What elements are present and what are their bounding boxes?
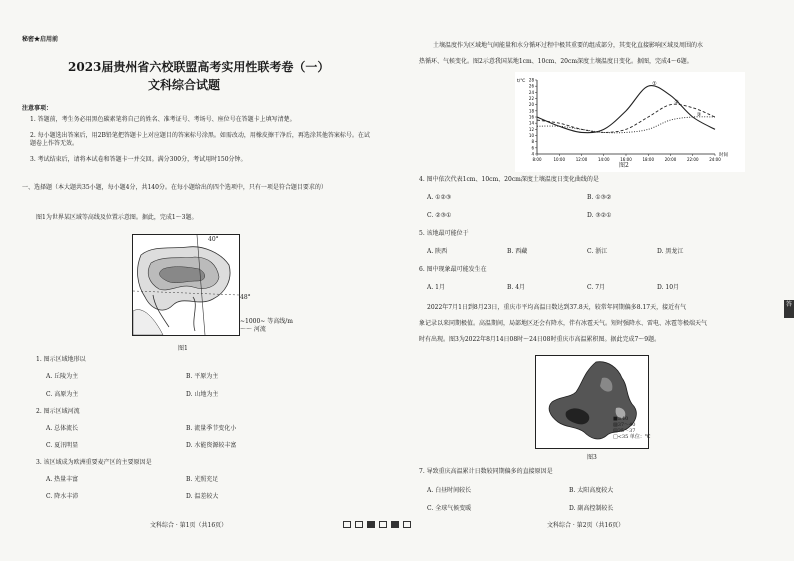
q3-option-b[interactable]: B. 光照充足	[186, 476, 219, 483]
side-tab[interactable]: 答	[784, 300, 794, 318]
page-right	[397, 0, 794, 561]
q1-stem: 1. 图示区域地形以	[36, 356, 86, 363]
x-tick-label: 8:00	[532, 157, 542, 162]
pager-square	[343, 521, 351, 528]
contour-map-graphic	[133, 235, 239, 335]
footer-left: 文科综合 · 第1页（共16页）	[150, 522, 228, 529]
q2-option-b[interactable]: B. 流量季节变化小	[186, 425, 237, 432]
q3-stem: 3. 该区域成为欧洲重要麦产区的主要原因是	[36, 459, 152, 466]
q3-option-a[interactable]: A. 热量丰富	[46, 476, 79, 483]
intro-line-1: 土壤温度作为区域地气间能量和水分循环过程中极其重要的组成部分，其变化直接影响区域及周围的水	[433, 42, 704, 49]
y-tick-label: 6	[531, 145, 534, 151]
y-axis-label: t/℃	[517, 79, 526, 84]
q5-stem: 5. 该地最可能位于	[419, 230, 469, 237]
q5-option-d[interactable]: D. 黑龙江	[657, 248, 684, 255]
q4-stem: 4. 图中依次代表1cm、10cm、20cm深度土壤温度日变化曲线的是	[419, 176, 599, 183]
fig3-legend-4: □<35 单位：℃	[613, 434, 651, 440]
exam-title: 2023届贵州省六校联盟高考实用性联考卷（一）	[68, 60, 330, 74]
q5-option-b[interactable]: B. 西藏	[507, 248, 528, 255]
x-tick-label: 10:00	[553, 157, 566, 162]
y-tick-label: 8	[531, 139, 534, 145]
x-axis-unit: 时间	[719, 153, 728, 158]
q2-option-a[interactable]: A. 总体流长	[46, 425, 79, 432]
y-tick-label: 14	[528, 120, 534, 126]
q6-option-d[interactable]: D. 10月	[657, 284, 680, 291]
x-tick-label: 14:00	[597, 157, 610, 162]
q4-option-c[interactable]: C. ②③①	[427, 212, 452, 219]
q7-stem: 7. 导致重庆高温累计日数较同期偏多的直接原因是	[419, 468, 553, 475]
pager-square	[379, 521, 387, 528]
fig2-caption: 图2	[619, 162, 629, 169]
secret-label: 秘密★启用前	[22, 36, 59, 43]
pager-square	[355, 521, 363, 528]
section-one-heading: 一、选择题（本大题共35小题，每小题4分，共140分。在每小题给出的四个选项中，只有一项是符合题目要求的）	[22, 184, 327, 191]
fig3-legend-3: ▤35～37	[613, 428, 636, 434]
passage-line-1: 2022年7月1日到8月23日，重庆市平均高温日数达到37.8天，较常年同期偏多8.17天，接近有气	[427, 304, 687, 311]
passage-line-3: 时有出现。图3为2022年8月14日08时～24日08时重庆市高温累积图。据此完成7～9题。	[419, 336, 661, 343]
x-tick-label: 22:00	[686, 157, 699, 162]
q1-option-c[interactable]: C. 高原为主	[46, 391, 79, 398]
y-tick-label: 22	[528, 96, 534, 101]
y-tick-label: 10	[528, 133, 534, 138]
q2-stem: 2. 图示区域河流	[36, 408, 80, 415]
fig1-longitude-label: 40°	[208, 236, 219, 243]
x-tick-label: 24:00	[709, 157, 721, 162]
q7-option-d[interactable]: D. 副高控制较长	[569, 505, 614, 512]
intro-line-2: 热循环、气候变化。图2示意我国某地1cm、10cm、20cm深度土壤温度日变化。据图，完成4～6题。	[419, 58, 693, 65]
q2-option-d[interactable]: D. 水能资源较丰富	[186, 442, 237, 449]
pager-square	[367, 521, 375, 528]
figure-1-map	[132, 234, 240, 336]
q4-option-d[interactable]: D. ③②①	[587, 212, 612, 219]
fig1-legend-contour: ~1000~ 等高线/m	[240, 318, 293, 325]
q7-option-a[interactable]: A. 白昼时间较长	[427, 487, 472, 494]
x-tick-label: 12:00	[575, 157, 588, 162]
y-tick-label: 26	[528, 83, 534, 89]
q4-option-a[interactable]: A. ①②③	[427, 194, 452, 201]
q2-option-c[interactable]: C. 夏汛明显	[46, 442, 79, 449]
y-tick-label: 18	[528, 108, 534, 114]
series-label-3: ③	[696, 112, 702, 118]
notice-heading: 注意事项：	[22, 105, 53, 112]
q3-option-d[interactable]: D. 温差较大	[186, 493, 219, 500]
q1-option-d[interactable]: D. 山地为主	[186, 391, 219, 398]
exam-subtitle: 文科综合试题	[148, 78, 221, 92]
series-label-1: ①	[652, 81, 657, 88]
notice-2: 2. 每小题选出答案后，用2B铅笔把答题卡上对应题目的答案标号涂黑。如需改动，用橡皮擦干净后，再选涂其他答案标号。在试题卷上作答无效。	[30, 132, 370, 147]
y-tick-label: 28	[528, 77, 534, 83]
fig1-caption: 图1	[178, 345, 188, 352]
q7-option-c[interactable]: C. 全球气候变暖	[427, 505, 472, 512]
notice-1: 1. 答题前，考生务必用黑色碳素笔将自己的姓名、准考证号、考场号、座位号在答题卡上填写清楚。	[30, 116, 296, 123]
q5-option-c[interactable]: C. 浙江	[587, 248, 608, 255]
y-tick-label: 4	[531, 151, 534, 157]
q6-option-b[interactable]: B. 4月	[507, 284, 526, 291]
notice-3: 3. 考试结束后，请将本试卷和答题卡一并交回。满分300分，考试用时150分钟。	[30, 156, 247, 163]
q5-option-a[interactable]: A. 陕西	[427, 248, 448, 255]
fig3-legend-1: ■≥40	[613, 416, 629, 422]
passage-line-2: 象记录以来同期极值。高温期间，局部地区还会有降水，伴有冰雹天气。短时强降水、雷电、冰雹等极端天气	[419, 320, 708, 327]
figure-2-chart	[515, 72, 745, 172]
x-tick-label: 18:00	[642, 157, 655, 162]
footer-right: 文科综合 · 第2页（共16页）	[547, 522, 625, 529]
fig3-legend-2: ▨37～40	[613, 422, 636, 428]
q1-option-b[interactable]: B. 平原为主	[186, 373, 219, 380]
fig1-intro: 图1为世界某区域等高线及位置示意图。据此，完成1～3题。	[36, 214, 198, 221]
q7-option-b[interactable]: B. 太阳高度较大	[569, 487, 614, 494]
q6-option-a[interactable]: A. 1月	[427, 284, 445, 291]
q6-option-c[interactable]: C. 7月	[587, 284, 606, 291]
y-tick-label: 20	[528, 102, 534, 108]
x-tick-label: 20:00	[664, 157, 677, 162]
y-tick-label: 16	[528, 114, 534, 120]
x-tick-label: 16:00	[620, 157, 632, 162]
y-tick-label: 24	[528, 89, 534, 95]
q4-option-b[interactable]: B. ①③②	[587, 194, 612, 201]
fig1-latitude-label: 48°	[240, 294, 251, 301]
q1-option-a[interactable]: A. 丘陵为主	[46, 373, 79, 380]
fig3-caption: 图3	[587, 454, 597, 461]
q6-stem: 6. 图中现象最可能发生在	[419, 266, 487, 273]
q3-option-c[interactable]: C. 降水丰沛	[46, 493, 79, 500]
fig1-legend-river: ～～ 河流	[240, 326, 266, 333]
y-tick-label: 12	[528, 126, 534, 132]
series-label-2: ②	[674, 99, 679, 106]
